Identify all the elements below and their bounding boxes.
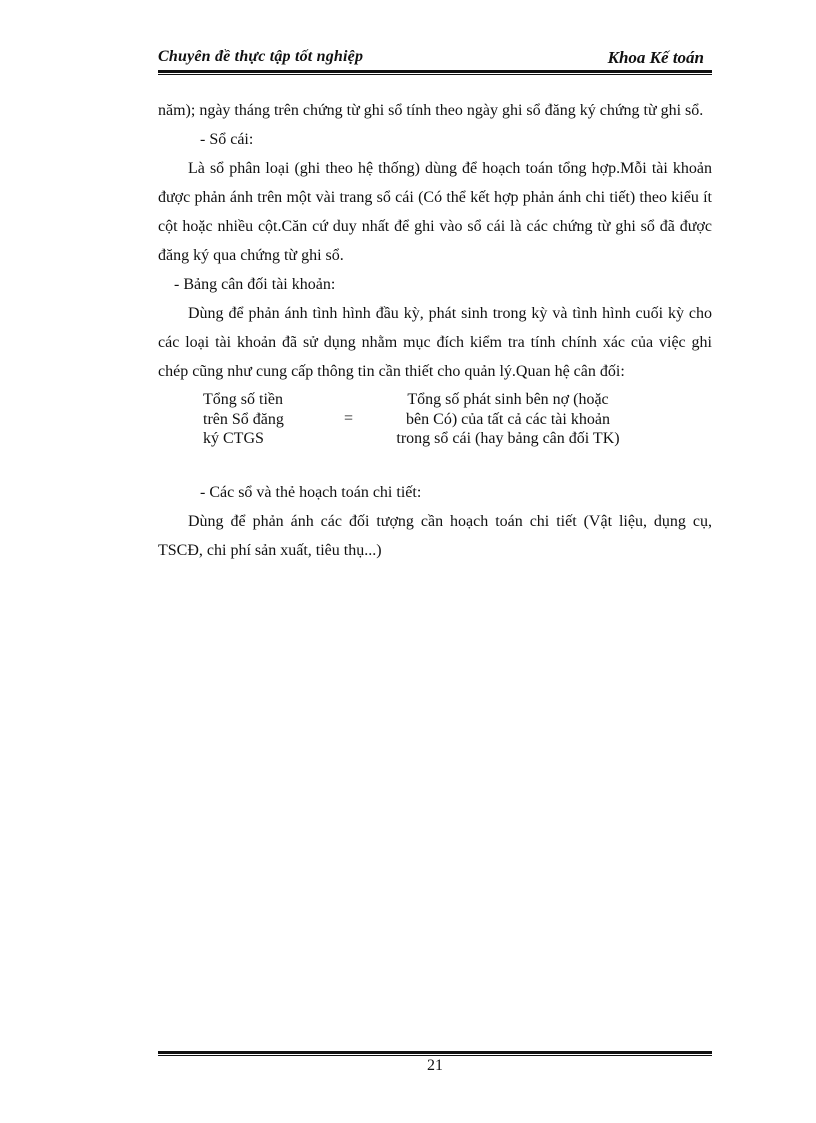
formula-right-line: Tổng số phát sinh bên nợ (hoặc <box>407 391 609 408</box>
formula-equals: = <box>344 410 354 427</box>
heading-bang-can-doi: - Bảng cân đối tài khoản: <box>174 276 336 293</box>
heading-so-cai: - Sổ cái: <box>200 131 254 148</box>
formula-left-line: ký CTGS <box>203 430 264 447</box>
balance-formula <box>158 390 712 468</box>
formula-left-line: Tổng số tiền <box>203 391 283 408</box>
paragraph-bang-can-doi: Dùng để phản ánh tình hình đầu kỳ, phát sinh trong kỳ và tình hình cuối kỳ cho các loại tài khoản đã sử dụng nhằm mục đích kiểm tra tính chính xác của việc ghi chép cũng như cung cấp thông tin cần thiết cho quản lý.Quan hệ cân đối: <box>158 305 712 380</box>
formula-left-line: trên Sổ đăng <box>203 410 284 428</box>
header-title-right: Khoa Kế toán <box>607 48 704 67</box>
formula-left <box>203 390 323 449</box>
paragraph-so-the-chi-tiet: Dùng để phản ánh các đối tượng cần hoạch toán chi tiết (Vật liệu, dụng cụ, TSCĐ, chi phí sản xuất, tiêu thụ...) <box>158 513 712 559</box>
body-text <box>158 96 712 565</box>
footer-rule-thin <box>158 1055 712 1056</box>
formula-right <box>358 390 658 449</box>
paragraph-so-cai: Là sổ phân loại (ghi theo hệ thống) dùng để hoạch toán tổng hợp.Mỗi tài khoản được phản ánh trên một vài trang sổ cái (Có thể kết hợp phản ánh chi tiết) theo kiểu ít cột hoặc nhiều cột.Căn cứ duy nhất để ghi vào sổ cái là các chứng từ ghi sổ đã được đăng ký qua chứng từ ghi sổ. <box>158 160 712 264</box>
footer-rule <box>158 1051 712 1054</box>
page-header <box>158 46 712 68</box>
page-number: 21 <box>427 1057 443 1074</box>
paragraph-continuation: năm); ngày tháng trên chứng từ ghi sổ tính theo ngày ghi sổ đăng ký chứng từ ghi sổ. <box>158 102 704 119</box>
formula-right-line: trong sổ cái (hay bảng cân đối TK) <box>396 430 620 447</box>
header-rule <box>158 70 712 73</box>
header-title-left: Chuyên đề thực tập tốt nghiệp <box>158 48 364 65</box>
heading-so-the-chi-tiet: - Các sổ và thẻ hoạch toán chi tiết: <box>200 484 422 501</box>
header-rule-thin <box>158 74 712 75</box>
formula-right-line: bên Có) của tất cả các tài khoản <box>406 410 610 428</box>
